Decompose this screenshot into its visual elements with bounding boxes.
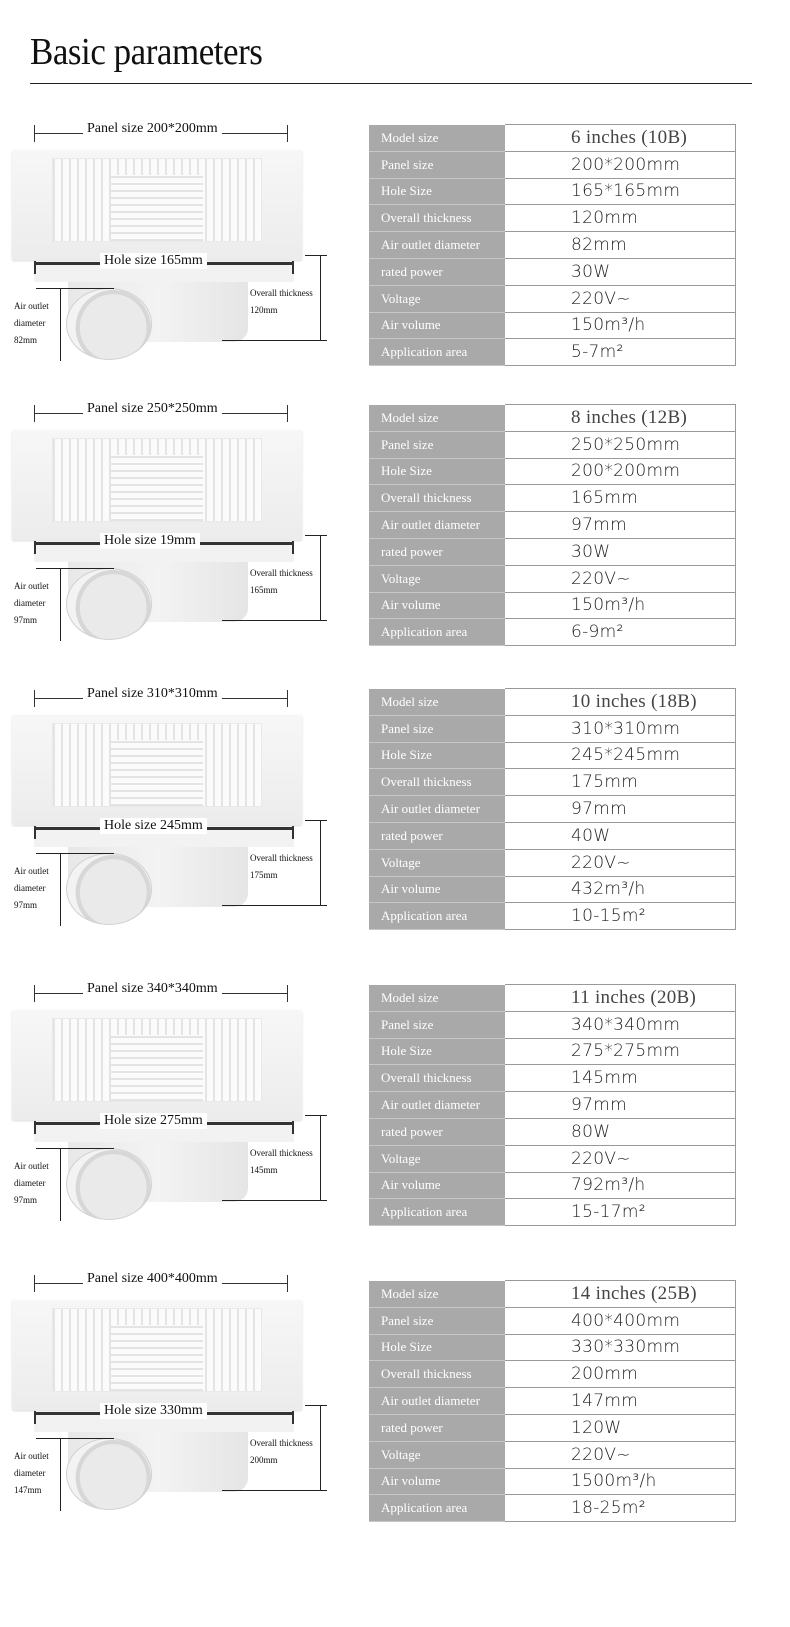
spec-row [369,769,736,796]
fan-panel [12,1300,302,1410]
spec-value: 200mm [505,1361,736,1388]
outlet-label [14,298,49,349]
outlet-value: 147mm [14,1485,42,1495]
spec-label: Overall thickness [369,485,505,512]
spec-label: rated power [369,258,505,285]
thickness-label-text: Overall thickness [250,568,313,578]
spec-value: 30W [505,258,736,285]
spec-value: 150m³/h [505,312,736,339]
air-outlet [66,1148,152,1220]
spec-label: Air outlet diameter [369,1092,505,1119]
spec-label: Hole Size [369,1038,505,1065]
spec-value: 792m³/h [505,1172,736,1199]
thickness-label-text: Overall thickness [250,1438,313,1448]
spec-value: 400*400mm [505,1307,736,1334]
spec-label: Overall thickness [369,769,505,796]
spec-row [369,1092,736,1119]
fan-panel [12,1010,302,1120]
thickness-value: 200mm [250,1455,278,1465]
spec-value: 97mm [505,796,736,823]
spec-label: Model size [369,125,505,152]
spec-label: Air outlet diameter [369,512,505,539]
outlet-label-line1: Air outlet [14,581,49,591]
spec-row [369,1065,736,1092]
spec-label: Voltage [369,285,505,312]
outlet-dim-top [36,288,114,289]
outlet-dim-top [36,1438,114,1439]
spec-value: 165mm [505,485,736,512]
thickness-dim-line [320,1115,321,1200]
spec-label: Application area [369,1495,505,1522]
spec-row [369,458,736,485]
spec-row [369,232,736,259]
spec-row [369,512,736,539]
spec-value: 120W [505,1414,736,1441]
hole-size-label: Hole size 165mm [100,253,207,269]
spec-value: 1500m³/h [505,1468,736,1495]
thickness-dim-top [305,1115,327,1116]
spec-label: Voltage [369,1145,505,1172]
spec-label: rated power [369,538,505,565]
outlet-label [14,1448,49,1499]
spec-value: 310*310mm [505,715,736,742]
spec-value: 432m³/h [505,876,736,903]
spec-value: 150m³/h [505,592,736,619]
spec-row [369,1307,736,1334]
fan-diagram [0,1265,360,1525]
spec-label: Model size [369,985,505,1012]
page-title: Basic parameters [30,31,263,73]
outlet-label [14,1158,49,1209]
spec-label: Air volume [369,1172,505,1199]
spec-value: 200*200mm [505,458,736,485]
fan-grille [52,1308,262,1392]
spec-value: 165*165mm [505,178,736,205]
hole-size-label: Hole size 275mm [100,1113,207,1129]
thickness-value: 175mm [250,870,278,880]
spec-value: 175mm [505,769,736,796]
spec-row [369,1011,736,1038]
spec-label: Application area [369,619,505,646]
spec-row [369,985,736,1012]
spec-row [369,796,736,823]
thickness-dim-bottom [222,620,327,621]
spec-label: Model size [369,1281,505,1308]
spec-value: 14 inches (25B) [505,1281,736,1308]
hole-size-label: Hole size 330mm [100,1403,207,1419]
spec-label: Air outlet diameter [369,796,505,823]
spec-value: 40W [505,822,736,849]
outlet-label-line2: diameter [14,318,46,328]
spec-label: Application area [369,339,505,366]
spec-value: 220V~ [505,1441,736,1468]
spec-table [369,984,736,1226]
spec-value: 275*275mm [505,1038,736,1065]
spec-table [369,688,736,930]
spec-row [369,1361,736,1388]
outlet-label-line1: Air outlet [14,301,49,311]
outlet-label [14,863,49,914]
thickness-dim-top [305,255,327,256]
outlet-dim-top [36,1148,114,1149]
spec-label: Panel size [369,1307,505,1334]
fan-diagram [0,975,360,1235]
outlet-label-line1: Air outlet [14,1161,49,1171]
spec-label: Air volume [369,312,505,339]
spec-value: 80W [505,1118,736,1145]
spec-label: Voltage [369,1441,505,1468]
fan-panel [12,430,302,540]
hole-size-label: Hole size 245mm [100,818,207,834]
fan-grille [52,723,262,807]
spec-row [369,822,736,849]
spec-row [369,619,736,646]
thickness-label [250,850,313,884]
spec-label: Application area [369,1199,505,1226]
spec-value: 200*200mm [505,151,736,178]
spec-label: Air outlet diameter [369,232,505,259]
spec-row [369,715,736,742]
hole-size-label: Hole size 19mm [100,533,200,549]
outlet-dim-line [60,853,61,926]
thickness-dim-top [305,820,327,821]
spec-row [369,125,736,152]
thickness-dim-bottom [222,340,327,341]
spec-label: rated power [369,1118,505,1145]
spec-value: 10 inches (18B) [505,689,736,716]
spec-row [369,1172,736,1199]
spec-label: Hole Size [369,178,505,205]
spec-row [369,565,736,592]
spec-value: 6 inches (10B) [505,125,736,152]
thickness-value: 145mm [250,1165,278,1175]
panel-size-label: Panel size 250*250mm [83,401,222,417]
thickness-label-text: Overall thickness [250,288,313,298]
spec-row [369,285,736,312]
spec-value: 147mm [505,1388,736,1415]
spec-label: Air volume [369,1468,505,1495]
thickness-dim-top [305,535,327,536]
fan-diagram [0,680,360,940]
fan-grille [52,438,262,522]
fan-grille [52,1018,262,1102]
outlet-label-line1: Air outlet [14,1451,49,1461]
outlet-value: 97mm [14,1195,38,1205]
outlet-label-line2: diameter [14,883,46,893]
spec-row [369,151,736,178]
outlet-label-line2: diameter [14,598,46,608]
outlet-dim-line [60,1148,61,1221]
fan-panel [12,715,302,825]
thickness-dim-line [320,820,321,905]
thickness-value: 165mm [250,585,278,595]
spec-row [369,1118,736,1145]
spec-row [369,1334,736,1361]
outlet-dim-top [36,568,114,569]
spec-label: Panel size [369,431,505,458]
spec-row [369,485,736,512]
panel-size-label: Panel size 400*400mm [83,1271,222,1287]
panel-size-label: Panel size 200*200mm [83,121,222,137]
air-outlet [66,288,152,360]
spec-row [369,1414,736,1441]
fan-diagram [0,115,360,375]
outlet-value: 82mm [14,335,38,345]
outlet-label-line2: diameter [14,1178,46,1188]
air-outlet [66,568,152,640]
spec-row [369,1199,736,1226]
spec-value: 82mm [505,232,736,259]
spec-row [369,405,736,432]
spec-row [369,742,736,769]
spec-label: Hole Size [369,1334,505,1361]
spec-row [369,876,736,903]
thickness-label-text: Overall thickness [250,1148,313,1158]
outlet-label-line1: Air outlet [14,866,49,876]
thickness-label [250,565,313,599]
spec-value: 220V~ [505,849,736,876]
spec-value: 10-15m² [505,903,736,930]
spec-label: Panel size [369,715,505,742]
thickness-label-text: Overall thickness [250,853,313,863]
spec-row [369,205,736,232]
spec-row [369,849,736,876]
outlet-dim-line [60,568,61,641]
spec-value: 145mm [505,1065,736,1092]
thickness-dim-line [320,1405,321,1490]
spec-label: Hole Size [369,742,505,769]
outlet-value: 97mm [14,900,38,910]
fan-panel [12,150,302,260]
outlet-label-line2: diameter [14,1468,46,1478]
spec-label: Overall thickness [369,205,505,232]
outlet-value: 97mm [14,615,38,625]
spec-value: 8 inches (12B) [505,405,736,432]
spec-value: 250*250mm [505,431,736,458]
spec-value: 120mm [505,205,736,232]
spec-label: Overall thickness [369,1065,505,1092]
spec-row [369,689,736,716]
spec-value: 220V~ [505,565,736,592]
spec-label: Air volume [369,876,505,903]
spec-label: Voltage [369,565,505,592]
spec-label: Air volume [369,592,505,619]
spec-value: 220V~ [505,285,736,312]
spec-value: 6-9m² [505,619,736,646]
spec-value: 97mm [505,512,736,539]
air-outlet [66,1438,152,1510]
spec-label: Application area [369,903,505,930]
spec-row [369,1468,736,1495]
spec-row [369,903,736,930]
spec-value: 30W [505,538,736,565]
spec-row [369,1388,736,1415]
spec-row [369,1441,736,1468]
spec-row [369,1281,736,1308]
spec-label: Model size [369,405,505,432]
spec-value: 18-25m² [505,1495,736,1522]
outlet-dim-line [60,288,61,361]
spec-value: 220V~ [505,1145,736,1172]
spec-value: 15-17m² [505,1199,736,1226]
spec-label: Hole Size [369,458,505,485]
spec-table [369,1280,736,1522]
spec-row [369,1495,736,1522]
spec-row [369,1038,736,1065]
panel-size-label: Panel size 310*310mm [83,686,222,702]
thickness-dim-top [305,1405,327,1406]
spec-row [369,312,736,339]
spec-label: Panel size [369,1011,505,1038]
spec-row [369,431,736,458]
thickness-label [250,1145,313,1179]
title-divider [30,83,752,84]
fan-grille [52,158,262,242]
spec-value: 5-7m² [505,339,736,366]
thickness-label [250,1435,313,1469]
spec-label: Overall thickness [369,1361,505,1388]
spec-row [369,258,736,285]
spec-row [369,1145,736,1172]
spec-label: Panel size [369,151,505,178]
thickness-dim-bottom [222,1200,327,1201]
thickness-dim-bottom [222,905,327,906]
spec-row [369,178,736,205]
spec-value: 330*330mm [505,1334,736,1361]
thickness-value: 120mm [250,305,278,315]
spec-value: 11 inches (20B) [505,985,736,1012]
spec-row [369,538,736,565]
outlet-label [14,578,49,629]
spec-value: 245*245mm [505,742,736,769]
spec-row [369,339,736,366]
panel-size-label: Panel size 340*340mm [83,981,222,997]
spec-label: Voltage [369,849,505,876]
spec-row [369,592,736,619]
thickness-dim-line [320,255,321,340]
spec-label: Model size [369,689,505,716]
thickness-dim-bottom [222,1490,327,1491]
air-outlet [66,853,152,925]
spec-label: rated power [369,1414,505,1441]
outlet-dim-top [36,853,114,854]
thickness-dim-line [320,535,321,620]
fan-diagram [0,395,360,655]
spec-label: rated power [369,822,505,849]
spec-value: 97mm [505,1092,736,1119]
spec-value: 340*340mm [505,1011,736,1038]
outlet-dim-line [60,1438,61,1511]
spec-label: Air outlet diameter [369,1388,505,1415]
spec-table [369,124,736,366]
thickness-label [250,285,313,319]
spec-table [369,404,736,646]
